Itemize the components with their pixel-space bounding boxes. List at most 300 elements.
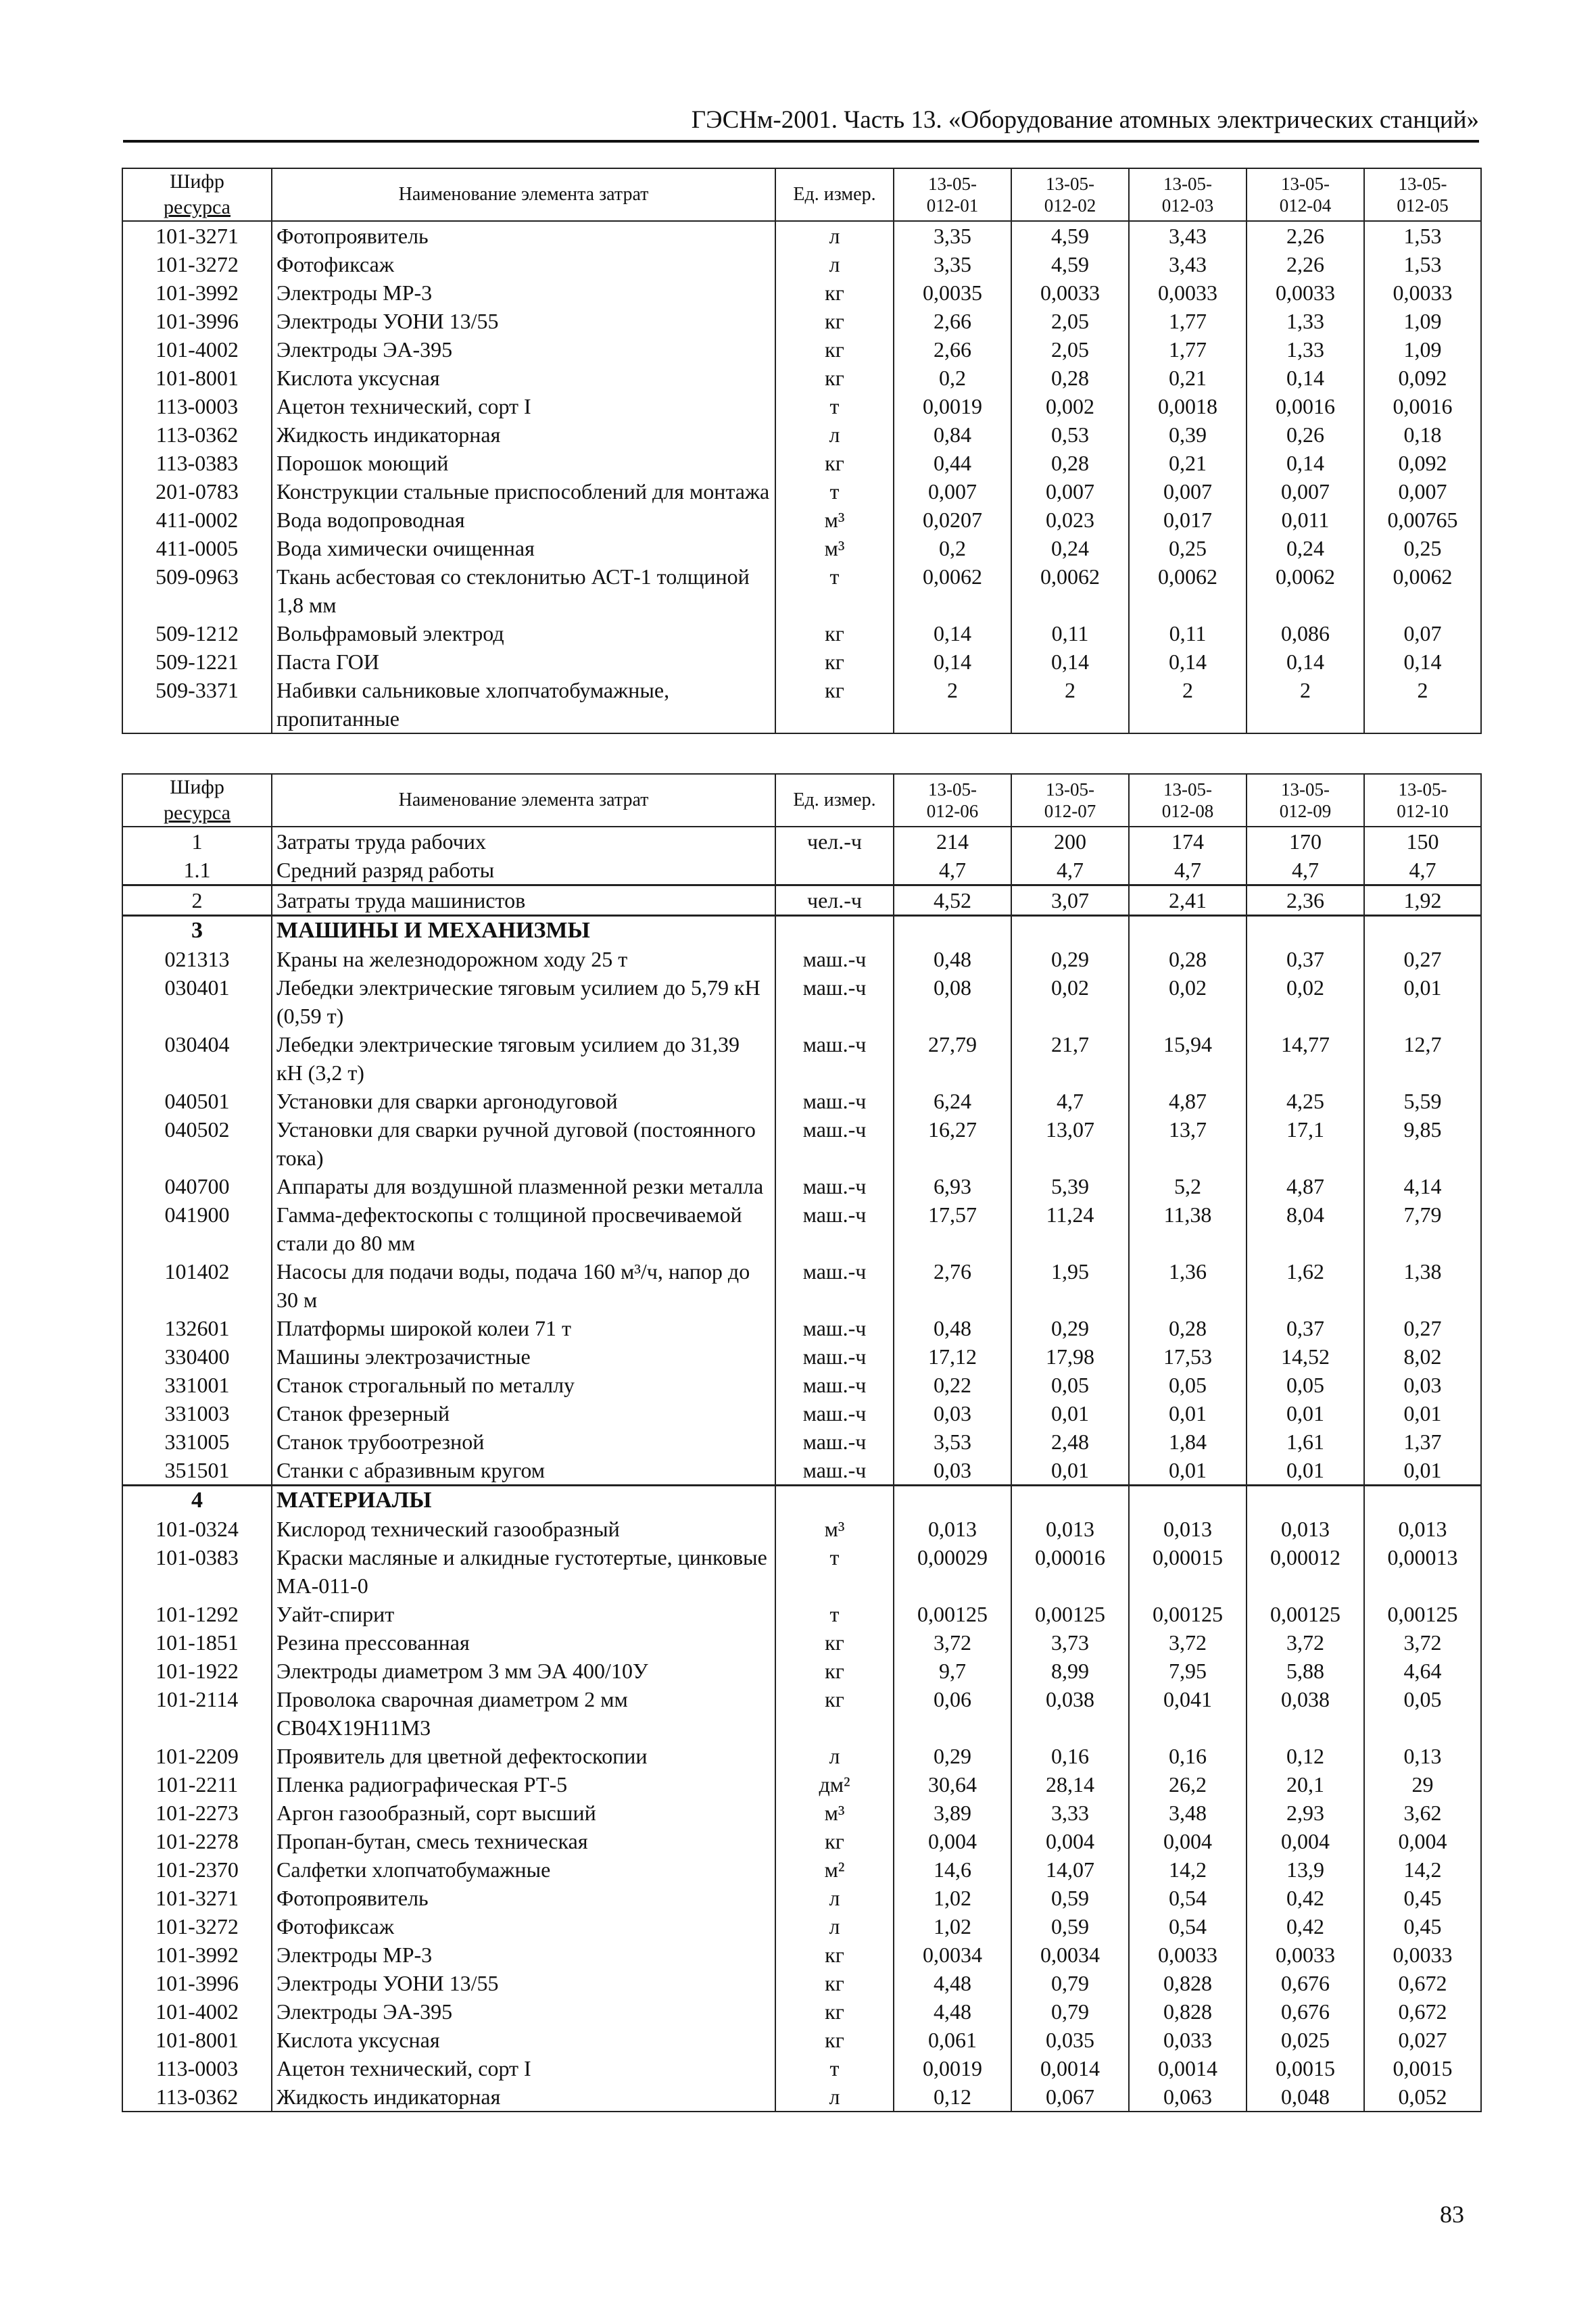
value-cell: 1,53 xyxy=(1364,221,1481,250)
value-cell: 0,07 xyxy=(1364,619,1481,648)
unit: т xyxy=(775,562,894,619)
unit: чел.-ч xyxy=(775,827,894,856)
value-cell: 0,676 xyxy=(1247,1969,1364,1997)
element-name: Станок трубоотрезной xyxy=(272,1428,775,1456)
value-cell xyxy=(894,1486,1011,1515)
value-cell: 0,00029 xyxy=(894,1543,1011,1600)
unit: кг xyxy=(775,1657,894,1685)
unit: л xyxy=(775,221,894,250)
value-cell: 2 xyxy=(1011,676,1129,733)
value-cell: 0,14 xyxy=(894,619,1011,648)
value-cell: 13,9 xyxy=(1247,1855,1364,1884)
value-cell: 12,7 xyxy=(1364,1030,1481,1087)
value-cell: 0,0014 xyxy=(1129,2054,1247,2082)
header-col-line2: 012-03 xyxy=(1161,195,1214,216)
value-cell: 0,12 xyxy=(1247,1742,1364,1770)
element-name: Вода водопроводная xyxy=(272,506,775,534)
resource-code: 101402 xyxy=(122,1257,272,1314)
value-cell: 2 xyxy=(1364,676,1481,733)
element-name: Вода химически очищенная xyxy=(272,534,775,562)
value-cell: 0,14 xyxy=(1247,364,1364,392)
unit: маш.-ч xyxy=(775,1087,894,1115)
header-col-line2: 012-01 xyxy=(926,195,979,216)
resource-code: 113-0383 xyxy=(122,449,272,477)
value-cell: 0,00125 xyxy=(1364,1600,1481,1628)
value-cell: 0,05 xyxy=(1364,1685,1481,1742)
value-cell: 0,14 xyxy=(1364,648,1481,676)
resource-code: 101-0383 xyxy=(122,1543,272,1600)
value-cell: 16,27 xyxy=(894,1115,1011,1172)
element-name: Кислород технический газообразный xyxy=(272,1515,775,1543)
table-row xyxy=(122,1257,1481,1314)
value-cell xyxy=(1247,916,1364,946)
header-col-012-06 xyxy=(894,774,1011,827)
table-row xyxy=(122,1941,1481,1969)
resource-code: 101-2211 xyxy=(122,1770,272,1799)
value-cell: 1,61 xyxy=(1247,1428,1364,1456)
value-cell: 0,0062 xyxy=(1247,562,1364,619)
table-row xyxy=(122,364,1481,392)
page-number: 83 xyxy=(1440,2201,1464,2228)
header-col-line2: 012-10 xyxy=(1397,801,1449,821)
value-cell: 3,35 xyxy=(894,221,1011,250)
value-cell: 3,72 xyxy=(1129,1628,1247,1657)
element-name: Установки для сварки ручной дуговой (постоянного тока) xyxy=(272,1115,775,1172)
element-name: Электроды диаметром 3 мм ЭА 400/10У xyxy=(272,1657,775,1685)
header-col-012-09 xyxy=(1247,774,1364,827)
unit: кг xyxy=(775,449,894,477)
table-row xyxy=(122,1515,1481,1543)
value-cell: 0,28 xyxy=(1011,364,1129,392)
resource-code: 021313 xyxy=(122,945,272,973)
value-cell: 0,033 xyxy=(1129,2026,1247,2054)
unit: маш.-ч xyxy=(775,1342,894,1371)
unit: л xyxy=(775,250,894,278)
resource-code: 331005 xyxy=(122,1428,272,1456)
value-cell: 1,62 xyxy=(1247,1257,1364,1314)
value-cell: 21,7 xyxy=(1011,1030,1129,1087)
unit: л xyxy=(775,2082,894,2112)
element-name: Кислота уксусная xyxy=(272,364,775,392)
resource-code: 1.1 xyxy=(122,856,272,885)
value-cell: 0,052 xyxy=(1364,2082,1481,2112)
resource-code: 101-3271 xyxy=(122,221,272,250)
value-cell: 0,54 xyxy=(1129,1912,1247,1941)
header-resource-code xyxy=(122,168,272,221)
element-name: Салфетки хлопчатобумажные xyxy=(272,1855,775,1884)
unit: маш.-ч xyxy=(775,973,894,1030)
value-cell: 4,48 xyxy=(894,1997,1011,2026)
resource-code: 030401 xyxy=(122,973,272,1030)
value-cell: 8,99 xyxy=(1011,1657,1129,1685)
value-cell: 4,59 xyxy=(1011,250,1129,278)
value-cell: 8,04 xyxy=(1247,1200,1364,1257)
value-cell: 0,092 xyxy=(1364,364,1481,392)
value-cell: 20,1 xyxy=(1247,1770,1364,1799)
value-cell: 0,0019 xyxy=(894,392,1011,420)
table-row xyxy=(122,1628,1481,1657)
unit: маш.-ч xyxy=(775,1428,894,1456)
unit: кг xyxy=(775,335,894,364)
value-cell: 0,14 xyxy=(1129,648,1247,676)
element-name: Фотопроявитель xyxy=(272,1884,775,1912)
value-cell: 214 xyxy=(894,827,1011,856)
value-cell: 0,11 xyxy=(1011,619,1129,648)
value-cell: 0,038 xyxy=(1247,1685,1364,1742)
element-name: Набивки сальниковые хлопчатобумажные, пропитанные xyxy=(272,676,775,733)
value-cell: 3,53 xyxy=(894,1428,1011,1456)
value-cell: 0,0033 xyxy=(1247,1941,1364,1969)
resource-code: 101-3992 xyxy=(122,1941,272,1969)
value-cell: 0,0018 xyxy=(1129,392,1247,420)
header-col-line1: 13-05- xyxy=(1398,174,1447,194)
value-cell: 0,14 xyxy=(894,648,1011,676)
value-cell: 0,14 xyxy=(1011,648,1129,676)
table-row xyxy=(122,1200,1481,1257)
value-cell: 0,672 xyxy=(1364,1997,1481,2026)
table-row xyxy=(122,477,1481,506)
value-cell: 3,48 xyxy=(1129,1799,1247,1827)
header-col-line1: 13-05- xyxy=(1398,779,1447,800)
value-cell: 0,013 xyxy=(894,1515,1011,1543)
value-cell: 0,44 xyxy=(894,449,1011,477)
element-name: Станки с абразивным кругом xyxy=(272,1456,775,1486)
unit: м³ xyxy=(775,534,894,562)
header-col-line1: 13-05- xyxy=(1046,779,1094,800)
value-cell: 0,048 xyxy=(1247,2082,1364,2112)
value-cell: 0,004 xyxy=(1364,1827,1481,1855)
resource-code: 101-2370 xyxy=(122,1855,272,1884)
resource-code: 101-3996 xyxy=(122,307,272,335)
resource-code: 101-8001 xyxy=(122,2026,272,2054)
resource-code: 101-3271 xyxy=(122,1884,272,1912)
element-name: Пленка радиографическая РТ-5 xyxy=(272,1770,775,1799)
value-cell: 0,03 xyxy=(1364,1371,1481,1399)
element-name: Вольфрамовый электрод xyxy=(272,619,775,648)
unit: кг xyxy=(775,307,894,335)
resource-code: 101-1922 xyxy=(122,1657,272,1685)
table-row xyxy=(122,1087,1481,1115)
header-col-012-05 xyxy=(1364,168,1481,221)
value-cell: 0,067 xyxy=(1011,2082,1129,2112)
value-cell: 3,73 xyxy=(1011,1628,1129,1657)
value-cell: 2,66 xyxy=(894,335,1011,364)
header-col-012-02 xyxy=(1011,168,1129,221)
value-cell: 3,33 xyxy=(1011,1799,1129,1827)
value-cell: 0,79 xyxy=(1011,1997,1129,2026)
value-cell: 0,01 xyxy=(1364,973,1481,1030)
header-col-line2: 012-04 xyxy=(1279,195,1332,216)
value-cell: 0,13 xyxy=(1364,1742,1481,1770)
value-cell: 3,43 xyxy=(1129,221,1247,250)
unit: л xyxy=(775,1912,894,1941)
element-name: Пропан-бутан, смесь техническая xyxy=(272,1827,775,1855)
unit: т xyxy=(775,392,894,420)
value-cell: 4,48 xyxy=(894,1969,1011,1997)
value-cell: 3,89 xyxy=(894,1799,1011,1827)
value-cell: 4,7 xyxy=(894,856,1011,885)
resource-code: 101-2273 xyxy=(122,1799,272,1827)
table-row xyxy=(122,1685,1481,1742)
element-name: Проявитель для цветной дефектоскопии xyxy=(272,1742,775,1770)
unit: маш.-ч xyxy=(775,1371,894,1399)
value-cell: 0,21 xyxy=(1129,449,1247,477)
value-cell: 0,08 xyxy=(894,973,1011,1030)
value-cell: 0,14 xyxy=(1247,648,1364,676)
value-cell: 0,00013 xyxy=(1364,1543,1481,1600)
unit: кг xyxy=(775,1997,894,2026)
unit: кг xyxy=(775,2026,894,2054)
value-cell: 1,02 xyxy=(894,1884,1011,1912)
header-col-line1: 13-05- xyxy=(1281,174,1330,194)
value-cell: 0,48 xyxy=(894,1314,1011,1342)
value-cell: 0,28 xyxy=(1011,449,1129,477)
value-cell: 0,013 xyxy=(1129,1515,1247,1543)
unit: маш.-ч xyxy=(775,1257,894,1314)
table-row xyxy=(122,449,1481,477)
value-cell: 0,035 xyxy=(1011,2026,1129,2054)
element-name: Платформы широкой колеи 71 т xyxy=(272,1314,775,1342)
table-row xyxy=(122,307,1481,335)
header-rule xyxy=(123,140,1479,143)
unit: м³ xyxy=(775,1799,894,1827)
element-name: Фотофиксаж xyxy=(272,1912,775,1941)
element-name: МАТЕРИАЛЫ xyxy=(272,1486,775,1515)
value-cell: 0,11 xyxy=(1129,619,1247,648)
value-cell: 4,87 xyxy=(1247,1172,1364,1200)
value-cell: 0,01 xyxy=(1247,1399,1364,1428)
value-cell: 14,52 xyxy=(1247,1342,1364,1371)
table-row xyxy=(122,420,1481,449)
value-cell: 0,013 xyxy=(1011,1515,1129,1543)
header-col-line1: 13-05- xyxy=(1163,174,1212,194)
value-cell: 0,59 xyxy=(1011,1884,1129,1912)
table-row xyxy=(122,1997,1481,2026)
value-cell: 0,004 xyxy=(894,1827,1011,1855)
resource-code: 101-1292 xyxy=(122,1600,272,1628)
resource-code: 101-1851 xyxy=(122,1628,272,1657)
value-cell: 4,14 xyxy=(1364,1172,1481,1200)
value-cell: 0,00125 xyxy=(1011,1600,1129,1628)
resource-code: 101-3272 xyxy=(122,250,272,278)
unit: л xyxy=(775,1884,894,1912)
resource-code: 030404 xyxy=(122,1030,272,1087)
value-cell: 0,01 xyxy=(1247,1456,1364,1486)
value-cell: 29 xyxy=(1364,1770,1481,1799)
value-cell: 0,16 xyxy=(1011,1742,1129,1770)
table-row xyxy=(122,278,1481,307)
unit: т xyxy=(775,1543,894,1600)
resource-code: 411-0002 xyxy=(122,506,272,534)
value-cell: 1,53 xyxy=(1364,250,1481,278)
value-cell: 2,66 xyxy=(894,307,1011,335)
unit: т xyxy=(775,477,894,506)
table-row xyxy=(122,1115,1481,1172)
value-cell: 0,45 xyxy=(1364,1884,1481,1912)
resource-code: 101-2114 xyxy=(122,1685,272,1742)
unit: кг xyxy=(775,278,894,307)
value-cell: 0,01 xyxy=(1011,1456,1129,1486)
resource-code: 4 xyxy=(122,1486,272,1515)
value-cell: 1,38 xyxy=(1364,1257,1481,1314)
value-cell: 0,05 xyxy=(1129,1371,1247,1399)
value-cell: 0,01 xyxy=(1011,1399,1129,1428)
unit: маш.-ч xyxy=(775,1030,894,1087)
value-cell: 4,59 xyxy=(1011,221,1129,250)
value-cell: 0,2 xyxy=(894,534,1011,562)
value-cell: 0,0062 xyxy=(894,562,1011,619)
value-cell: 0,01 xyxy=(1364,1399,1481,1428)
resource-code: 101-4002 xyxy=(122,1997,272,2026)
unit: маш.-ч xyxy=(775,1115,894,1172)
value-cell: 13,07 xyxy=(1011,1115,1129,1172)
value-cell: 3,72 xyxy=(1247,1628,1364,1657)
table-row xyxy=(122,1543,1481,1600)
value-cell: 2 xyxy=(1129,676,1247,733)
value-cell: 2 xyxy=(1247,676,1364,733)
value-cell xyxy=(894,916,1011,946)
table-row xyxy=(122,1172,1481,1200)
value-cell: 0,004 xyxy=(1247,1827,1364,1855)
value-cell: 0,28 xyxy=(1129,945,1247,973)
resource-code: 113-0362 xyxy=(122,420,272,449)
value-cell: 1,95 xyxy=(1011,1257,1129,1314)
value-cell: 0,0062 xyxy=(1364,562,1481,619)
element-name: Электроды МР-3 xyxy=(272,278,775,307)
value-cell: 0,027 xyxy=(1364,2026,1481,2054)
value-cell: 0,01 xyxy=(1129,1456,1247,1486)
value-cell: 0,00125 xyxy=(894,1600,1011,1628)
resource-code: 509-3371 xyxy=(122,676,272,733)
table-row xyxy=(122,392,1481,420)
value-cell: 0,59 xyxy=(1011,1912,1129,1941)
value-cell xyxy=(1129,1486,1247,1515)
value-cell: 0,086 xyxy=(1247,619,1364,648)
resource-code: 201-0783 xyxy=(122,477,272,506)
value-cell: 0,79 xyxy=(1011,1969,1129,1997)
resource-code: 132601 xyxy=(122,1314,272,1342)
unit: м³ xyxy=(775,506,894,534)
value-cell: 0,0033 xyxy=(1247,278,1364,307)
value-cell: 0,0034 xyxy=(894,1941,1011,1969)
value-cell: 0,25 xyxy=(1129,534,1247,562)
header-col-line1: 13-05- xyxy=(1281,779,1330,800)
table-row xyxy=(122,506,1481,534)
value-cell: 1,77 xyxy=(1129,307,1247,335)
unit: кг xyxy=(775,676,894,733)
unit: кг xyxy=(775,1969,894,1997)
value-cell: 0,0034 xyxy=(1011,1941,1129,1969)
element-name: Жидкость индикаторная xyxy=(272,2082,775,2112)
value-cell: 14,6 xyxy=(894,1855,1011,1884)
unit: т xyxy=(775,2054,894,2082)
value-cell: 0,017 xyxy=(1129,506,1247,534)
value-cell: 0,013 xyxy=(1247,1515,1364,1543)
resource-code: 101-0324 xyxy=(122,1515,272,1543)
table-row xyxy=(122,221,1481,250)
value-cell: 0,01 xyxy=(1364,1456,1481,1486)
value-cell: 0,0207 xyxy=(894,506,1011,534)
table-row xyxy=(122,1371,1481,1399)
value-cell: 1,37 xyxy=(1364,1428,1481,1456)
value-cell: 0,42 xyxy=(1247,1884,1364,1912)
resource-code: 411-0005 xyxy=(122,534,272,562)
resource-code: 113-0362 xyxy=(122,2082,272,2112)
table-row xyxy=(122,945,1481,973)
value-cell: 5,88 xyxy=(1247,1657,1364,1685)
table-row xyxy=(122,1912,1481,1941)
value-cell xyxy=(1011,1486,1129,1515)
header-col-line1: 13-05- xyxy=(1046,174,1094,194)
header-col-012-08 xyxy=(1129,774,1247,827)
value-cell: 0,023 xyxy=(1011,506,1129,534)
element-name: Лебедки электрические тяговым усилием до 31,39 кН (3,2 т) xyxy=(272,1030,775,1087)
element-name: Фотофиксаж xyxy=(272,250,775,278)
unit xyxy=(775,916,894,946)
value-cell: 0,29 xyxy=(894,1742,1011,1770)
element-name: Аппараты для воздушной плазменной резки металла xyxy=(272,1172,775,1200)
element-name: Лебедки электрические тяговым усилием до 5,79 кН (0,59 т) xyxy=(272,973,775,1030)
value-cell: 0,05 xyxy=(1247,1371,1364,1399)
element-name: Краны на железнодорожном ходу 25 т xyxy=(272,945,775,973)
value-cell: 1,09 xyxy=(1364,307,1481,335)
value-cell: 0,004 xyxy=(1011,1827,1129,1855)
value-cell: 27,79 xyxy=(894,1030,1011,1087)
header-col-012-04 xyxy=(1247,168,1364,221)
value-cell: 4,52 xyxy=(894,885,1011,916)
value-cell: 1,92 xyxy=(1364,885,1481,916)
value-cell xyxy=(1011,916,1129,946)
header-unit: Ед. измер. xyxy=(775,774,894,827)
value-cell: 0,038 xyxy=(1011,1685,1129,1742)
value-cell: 0,54 xyxy=(1129,1884,1247,1912)
table-row xyxy=(122,916,1481,946)
value-cell: 0,29 xyxy=(1011,945,1129,973)
value-cell: 0,007 xyxy=(1364,477,1481,506)
value-cell: 0,013 xyxy=(1364,1515,1481,1543)
value-cell: 0,0033 xyxy=(1364,1941,1481,1969)
resource-code: 101-2278 xyxy=(122,1827,272,1855)
value-cell: 0,0015 xyxy=(1364,2054,1481,2082)
element-name: Машины электрозачистные xyxy=(272,1342,775,1371)
table-row xyxy=(122,250,1481,278)
resource-code: 101-2209 xyxy=(122,1742,272,1770)
resource-code: 040501 xyxy=(122,1087,272,1115)
value-cell: 0,672 xyxy=(1364,1969,1481,1997)
unit: м³ xyxy=(775,1515,894,1543)
element-name: Затраты труда машинистов xyxy=(272,885,775,916)
unit: кг xyxy=(775,1628,894,1657)
value-cell: 1,02 xyxy=(894,1912,1011,1941)
table-row xyxy=(122,1428,1481,1456)
value-cell: 11,38 xyxy=(1129,1200,1247,1257)
value-cell: 0,676 xyxy=(1247,1997,1364,2026)
value-cell: 0,004 xyxy=(1129,1827,1247,1855)
unit: дм² xyxy=(775,1770,894,1799)
table-row xyxy=(122,2054,1481,2082)
unit: кг xyxy=(775,1685,894,1742)
resource-code: 3 xyxy=(122,916,272,946)
table-row xyxy=(122,2082,1481,2112)
element-name: Гамма-дефектоскопы с толщиной просвечиваемой стали до 80 мм xyxy=(272,1200,775,1257)
value-cell: 4,7 xyxy=(1364,856,1481,885)
value-cell: 0,01 xyxy=(1129,1399,1247,1428)
value-cell: 0,25 xyxy=(1364,534,1481,562)
page-header: ГЭСНм-2001. Часть 13. «Оборудование атомных электрических станций» xyxy=(691,106,1479,134)
unit: л xyxy=(775,420,894,449)
value-cell: 28,14 xyxy=(1011,1770,1129,1799)
table-row xyxy=(122,1742,1481,1770)
